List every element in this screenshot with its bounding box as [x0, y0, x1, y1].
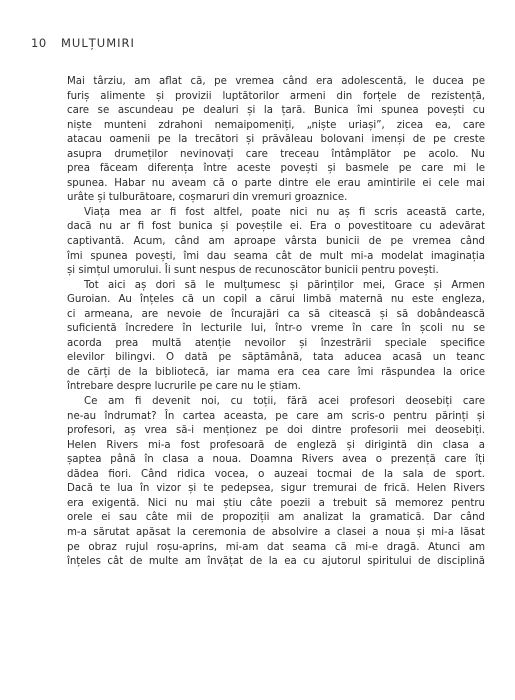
text-line: dădea fiori. Când ridica vocea, o auzeai tocmai de la sala de sport.: [67, 468, 485, 480]
text-line: întrebare despre lucrurile pe care nu le știam.: [67, 381, 301, 393]
text-line: m-a sărutat apăsat la ceremonia de absolvire a clasei a noua și mi-a lăsat: [67, 526, 485, 538]
text-line: și simțul umorului. Îi sunt nespus de recunoscător bunicii pentru povești.: [67, 265, 439, 277]
running-header: [31, 36, 135, 50]
text-line: Ce am fi devenit noi, cu toții, fără acei profesori deosebiți care: [84, 396, 485, 408]
text-line: ne-au îndrumat? În cartea aceasta, pe care am scris-o pentru părinți și: [67, 410, 485, 422]
text-line: furiș alimente și provizii luptătorilor armeni din forțele de rezistență,: [67, 90, 485, 102]
text-line: orele ei sau câte mii de propoziții am analizat la gramatică. Dar când: [67, 512, 485, 524]
text-line: Viața mea ar fi fost altfel, poate nici nu aș fi scris această carte,: [84, 206, 485, 218]
text-line: suficientă încredere în lecturile lui, într-o vreme în care în școli nu se: [67, 323, 485, 335]
text-line: șaptea până în clasa a noua. Doamna Rivers avea o prezență care îți: [67, 454, 485, 466]
text-line: captivantă. Acum, când am aproape vârsta bunicii de pe vremea când: [67, 236, 485, 248]
text-line: înțeles cât de multe am învățat de la ea cu ajutorul spiritului de disciplină: [67, 556, 485, 568]
page-number: 10: [31, 36, 47, 50]
text-line: pe obraz rujul roșu-aprins, mi-am dat seama că mi-e dragă. Atunci am: [67, 541, 485, 553]
text-line: Guroian. Au înțeles că un copil a cărui limbă maternă nu este engleza,: [67, 294, 485, 306]
text-line: prea făceam diferența între aceste povești și basmele pe care mi le: [67, 163, 485, 175]
chapter-title: MULȚUMIRI: [61, 36, 135, 50]
text-line: asupra drumeților nevinovați care treceau întâmplător pe acolo. Nu: [67, 148, 485, 160]
text-line: Tot aici aș dori să le mulțumesc și părinților mei, Grace și Armen: [84, 279, 485, 291]
text-line: urâte și tulburătoare, coșmaruri din vremuri groaznice.: [67, 192, 348, 204]
text-line: era exigentă. Nici nu mai știu câte poezii a trebuit să memorez pentru: [67, 497, 485, 509]
body-text: [67, 75, 485, 570]
text-line: îmi spunea povești, îmi dau seama cât de mult mi-a modelat imaginația: [67, 250, 485, 262]
text-line: Helen Rivers mi-a fost profesoară de engleză și dirigintă din clasa a: [67, 439, 485, 451]
text-line: atacau oamenii pe la trecători și prăvăleau bolovani imenși de pe creste: [67, 134, 485, 146]
text-line: Dacă te lua în vizor și te pedepsea, sigur tremurai de frică. Helen Rivers: [67, 483, 485, 495]
text-line: spunea. Habar nu aveam că o parte dintre ele erau amintirile ei cele mai: [67, 177, 485, 189]
text-line: niște munteni zdrahoni nemaipomeniți, „niște uriași”, zicea ea, care: [67, 119, 485, 131]
text-line: acorda prea multă atenție nevoilor și înzestrării speciale specifice: [67, 337, 485, 349]
text-line: Mai târziu, am aflat că, pe vremea când era adolescentă, le ducea pe: [67, 76, 485, 87]
text-line: ci armeana, are nevoie de încurajări ca să citească și să dobândească: [67, 308, 485, 320]
text-line: elevilor bilingvi. O dată pe săptămână, tata aducea acasă un teanc: [67, 352, 485, 364]
text-line: dacă nu ar fi fost bunica și poveștile ei. Era o povestitoare cu adevărat: [67, 221, 485, 233]
text-line: care se ascundeau pe dealuri și la țară. Bunica îmi spunea povești cu: [67, 105, 485, 117]
text-line: de cărți de la bibliotecă, iar mama era cea care îmi răspundea la orice: [67, 366, 485, 378]
text-line: profesori, aș vrea să-i menționez pe doi dintre profesorii mei deosebiți.: [67, 425, 485, 437]
